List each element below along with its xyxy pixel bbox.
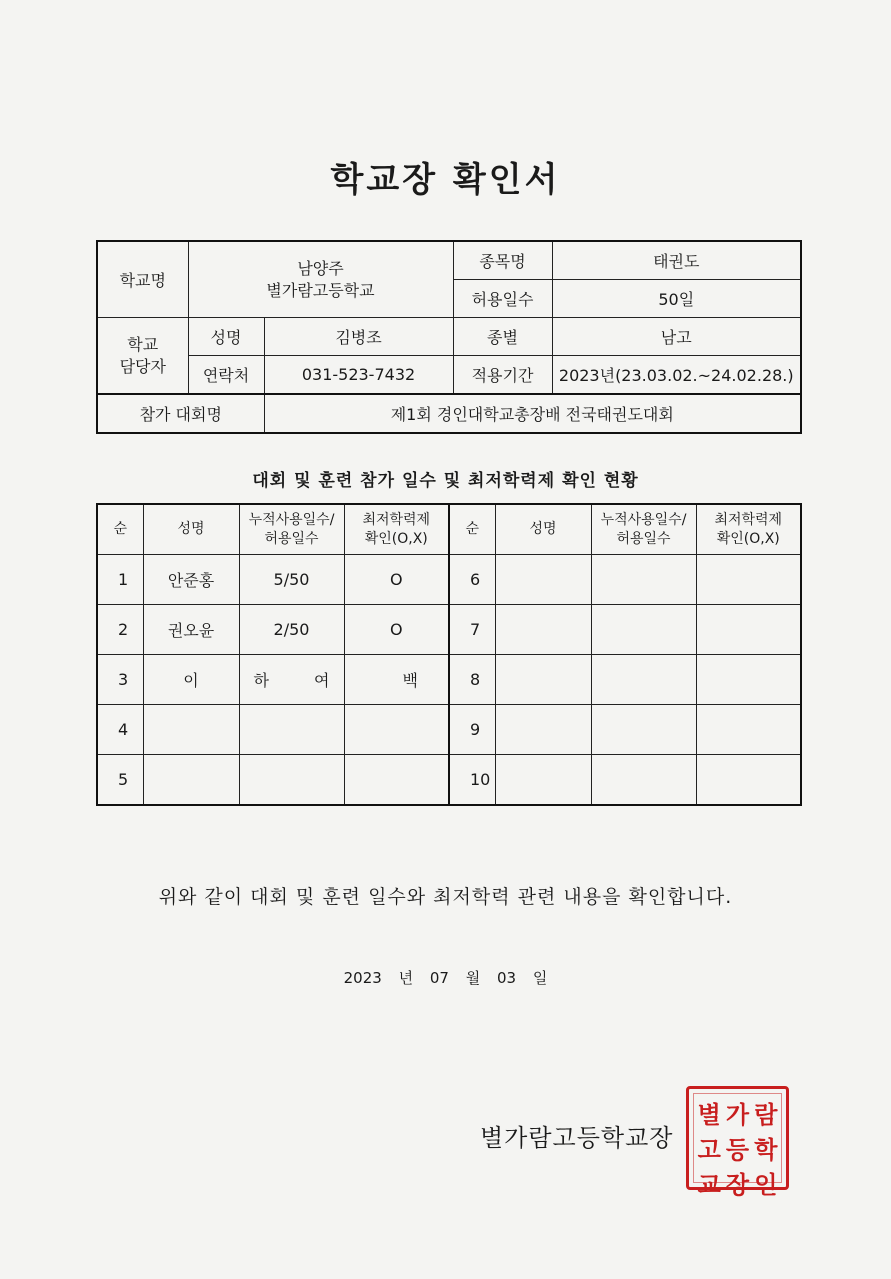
status-table xyxy=(96,503,802,806)
row-no-right: 8 xyxy=(449,655,495,705)
row-no: 5 xyxy=(97,755,143,806)
principal-signature: 별가람고등학교장 xyxy=(480,1124,674,1152)
seal-char: 람 xyxy=(754,1100,778,1129)
seal-char: 교 xyxy=(697,1170,721,1199)
row-days-right xyxy=(591,705,696,755)
row-no-right: 6 xyxy=(449,555,495,605)
date-day-unit: 일 xyxy=(532,969,548,987)
document-title: 학교장 확인서 xyxy=(330,160,561,200)
header-no-right: 순 xyxy=(449,504,495,555)
row-name-right xyxy=(495,605,591,655)
row-check-right xyxy=(696,705,801,755)
row-check xyxy=(344,705,449,755)
table-row xyxy=(97,555,801,605)
row-name: 권오윤 xyxy=(143,605,239,655)
table-row xyxy=(97,605,801,655)
contact-label: 연락처 xyxy=(188,356,264,395)
row-no-right: 9 xyxy=(449,705,495,755)
row-days-right xyxy=(591,605,696,655)
header-check: 최저학력제 확인(O,X) xyxy=(344,504,449,555)
row-days xyxy=(239,705,344,755)
row-name xyxy=(143,755,239,806)
header-check-right: 최저학력제 확인(O,X) xyxy=(696,504,801,555)
header-name-right: 성명 xyxy=(495,504,591,555)
issue-date xyxy=(0,967,891,988)
status-subtitle: 대회 및 훈련 참가 일수 및 최저학력제 확인 현황 xyxy=(252,471,639,491)
contact-value: 031-523-7432 xyxy=(264,356,453,395)
row-days-right xyxy=(591,755,696,806)
row-name-right xyxy=(495,755,591,806)
row-name-right xyxy=(495,705,591,755)
row-days-right xyxy=(591,555,696,605)
row-check-right xyxy=(696,755,801,806)
date-month-unit: 월 xyxy=(465,969,481,987)
row-name xyxy=(143,705,239,755)
row-check xyxy=(344,755,449,806)
allowed-days-label: 허용일수 xyxy=(453,280,552,318)
sport-label: 종목명 xyxy=(453,241,552,280)
seal-char: 등 xyxy=(725,1135,750,1164)
row-check: O xyxy=(344,605,449,655)
seal-char: 학 xyxy=(754,1135,778,1164)
row-days: 5/50 xyxy=(239,555,344,605)
category-value: 남고 xyxy=(552,318,801,356)
table-row xyxy=(97,705,801,755)
row-check-right xyxy=(696,555,801,605)
row-check-right xyxy=(696,605,801,655)
period-label: 적용기간 xyxy=(453,356,552,395)
confirmation-text: 위와 같이 대회 및 훈련 일수와 최저학력 관련 내용을 확인합니다. xyxy=(158,886,733,908)
allowed-days-value: 50일 xyxy=(552,280,801,318)
seal-char: 별 xyxy=(697,1100,721,1129)
seal-char: 고 xyxy=(697,1135,721,1164)
header-days-right: 누적사용일수/ 허용일수 xyxy=(591,504,696,555)
date-year: 2023 xyxy=(343,969,382,987)
row-no-right: 7 xyxy=(449,605,495,655)
table-row xyxy=(97,755,801,806)
school-info-table xyxy=(96,240,802,434)
row-check: O xyxy=(344,555,449,605)
header-name: 성명 xyxy=(143,504,239,555)
row-no: 2 xyxy=(97,605,143,655)
status-header-row xyxy=(97,504,801,555)
row-days: 2/50 xyxy=(239,605,344,655)
competition-label: 참가 대회명 xyxy=(97,394,264,433)
row-no: 3 xyxy=(97,655,143,705)
row-no-right: 10 xyxy=(449,755,495,806)
table-row xyxy=(97,655,801,705)
date-year-unit: 년 xyxy=(398,969,414,987)
row-days: 하 여 xyxy=(239,655,344,705)
competition-value: 제1회 경인대학교총장배 전국태권도대회 xyxy=(264,394,801,433)
category-label: 종별 xyxy=(453,318,552,356)
row-no: 4 xyxy=(97,705,143,755)
manager-name-label: 성명 xyxy=(188,318,264,356)
row-name: 이 xyxy=(143,655,239,705)
school-name-label: 학교명 xyxy=(97,241,188,318)
seal-char: 장 xyxy=(725,1170,750,1199)
row-name-right xyxy=(495,655,591,705)
seal-character-grid xyxy=(695,1095,780,1199)
row-no: 1 xyxy=(97,555,143,605)
manager-name-value: 김병조 xyxy=(264,318,453,356)
row-name: 안준홍 xyxy=(143,555,239,605)
sport-value: 태권도 xyxy=(552,241,801,280)
date-month: 07 xyxy=(429,969,449,987)
header-no: 순 xyxy=(97,504,143,555)
row-name-right xyxy=(495,555,591,605)
row-check: 백 xyxy=(344,655,449,705)
school-name-value: 남양주 별가람고등학교 xyxy=(188,241,453,318)
row-check-right xyxy=(696,655,801,705)
row-days xyxy=(239,755,344,806)
school-seal-stamp xyxy=(686,1086,789,1199)
row-days-right xyxy=(591,655,696,705)
manager-label: 학교 담당자 xyxy=(97,318,188,395)
date-day: 03 xyxy=(497,969,517,987)
period-value: 2023년(23.03.02.~24.02.28.) xyxy=(552,356,801,395)
seal-char: 인 xyxy=(754,1170,778,1199)
header-days: 누적사용일수/ 허용일수 xyxy=(239,504,344,555)
seal-char: 가 xyxy=(725,1100,750,1129)
